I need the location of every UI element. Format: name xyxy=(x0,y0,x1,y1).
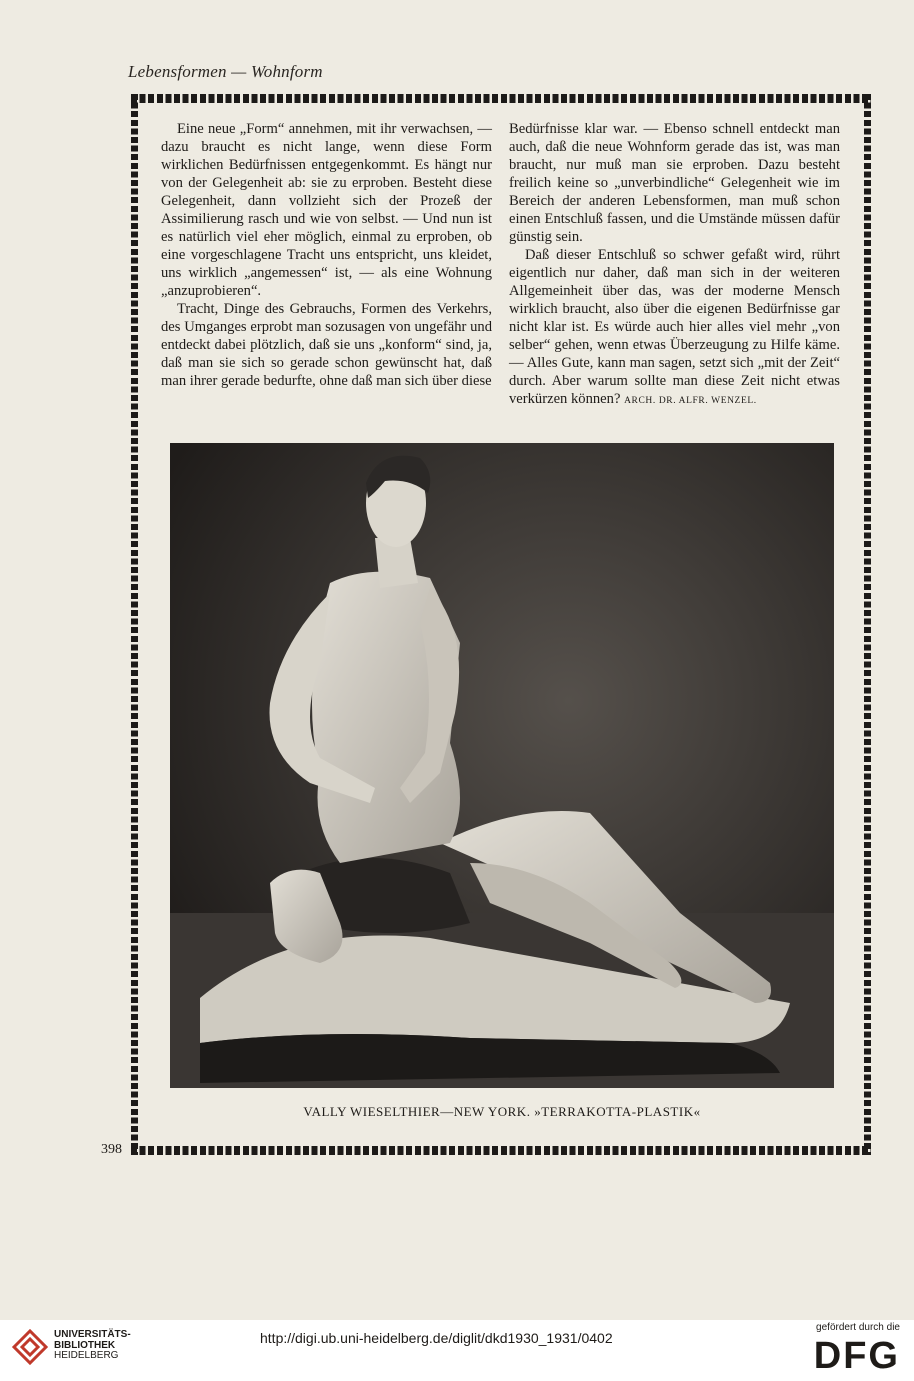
article-column-left xyxy=(161,120,492,390)
ornamental-border-right xyxy=(864,94,871,1155)
dfg-logo: DFG xyxy=(813,1335,900,1377)
article-column-right xyxy=(509,120,840,410)
sculpture-photograph xyxy=(170,443,834,1088)
article-paragraph-text: Daß dieser Entschluß so schwer gefaßt wird, rührt eigentlich nur daher, daß man sich in der weiteren Allgemeinheit über das, was der moderne Mensch wirklich braucht, also über die eigenen Bedürfnisse gar nicht klar ist. Es würde auch hier alles viel mehr „von selber“ gehen, wenn etwas Überzeugung zu Hilfe käme. — Alles Gute, kann man sagen, setzt sich „mit der Zeit“ durch. Aber warum sollte man diese Zeit nicht etwas verkürzen können? xyxy=(509,247,840,407)
page-number: 398 xyxy=(101,1142,122,1157)
article-paragraph-last xyxy=(509,246,840,410)
institution-name xyxy=(54,1330,131,1362)
running-head: Lebensformen — Wohnform xyxy=(128,62,323,81)
institution-line: HEIDELBERG xyxy=(54,1350,119,1361)
article-paragraph: Eine neue „Form“ annehmen, mit ihr verwachsen, — dazu braucht es nicht lange, wenn diese Form wirklichen Bedürfnissen entgegenkommt. Es hängt nur von der Gelegenheit ab: sie zu erproben. Besteht diese Gelegenheit, dann vollzieht sich der Prozeß der Assimilierung rasch und wie von selbst. — Und nun ist es natürlich viel eher möglich, einmal zu erproben, ob eine vorgeschlagene Tracht uns entspricht, uns kleidet, uns wirklich „angemessen“ ist, — als eine Wohnung „anzuprobieren“. xyxy=(161,121,492,299)
terracotta-sculpture-image xyxy=(170,443,834,1088)
institution-line: BIBLIOTHEK xyxy=(54,1339,116,1351)
author-signature: ARCH. DR. ALFR. WENZEL. xyxy=(624,396,757,406)
ornamental-border-bottom xyxy=(131,1146,871,1155)
permalink-url[interactable]: http://digi.ub.uni-heidelberg.de/diglit/dkd1930_1931/0402 xyxy=(260,1330,613,1346)
photo-caption: VALLY WIESELTHIER—NEW YORK. »TERRAKOTTA-PLASTIK« xyxy=(303,1104,701,1119)
university-library-logo-icon xyxy=(10,1327,50,1367)
institution-line: UNIVERSITÄTS- xyxy=(54,1329,131,1340)
ornamental-border-left xyxy=(131,94,138,1155)
article-paragraph: Bedürfnisse klar war. — Ebenso schnell entdeckt man auch, daß die neue Wohnform gerade das ist, was man braucht, nur muß man sie erproben. Dazu besteht freilich keine so „unverbindliche“ Gelegenheit wie im Bereich der anderen Lebensformen, man muß schon einen Entschluß fassen, und die Umstände müssen dafür günstig sein. xyxy=(509,121,840,245)
ornamental-border-top xyxy=(131,94,871,103)
funded-by-label: gefördert durch die xyxy=(816,1322,900,1333)
article-paragraph: Tracht, Dinge des Gebrauchs, Formen des Verkehrs, des Umganges erprobt man sozusagen von ungefähr und entdeckt dabei plötzlich, daß sie uns „konform“ sind, ja, daß man sie sich so gerade schon gewünscht hat, daß man ihrer gerade bedurfte, ohne daß man sich über diese xyxy=(161,301,492,389)
